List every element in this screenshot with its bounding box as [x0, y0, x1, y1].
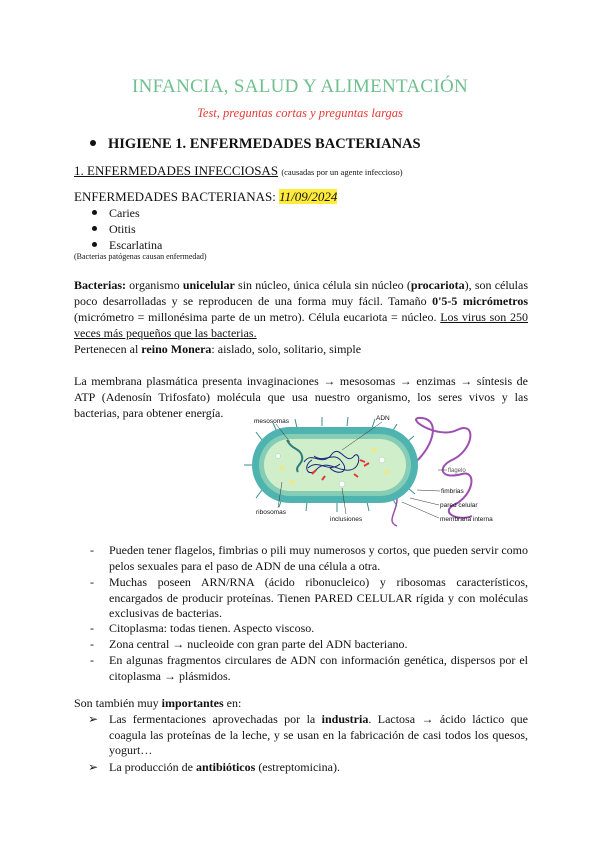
bullet-icon — [92, 226, 97, 231]
section-heading: HIGIENE 1. ENFERMEDADES BACTERIANAS — [90, 136, 421, 153]
arrow-bullet-icon: ➢ — [88, 712, 99, 726]
label-adn: ADN — [376, 415, 390, 422]
dash-marker: - — [90, 621, 94, 635]
dash-marker: - — [90, 653, 94, 667]
list-item: Otitis — [92, 222, 136, 237]
list-item: Muchas poseen ARN/RNA (ácido ribonucleico) y ribosomas característicos, encargados de producir proteínas. Tienen PARED CELULAR rígida y con moléculas exclusivas de bacterias. — [109, 575, 528, 620]
bullet-icon — [92, 210, 97, 215]
list-item: La producción de antibióticos (estreptomicina). — [109, 760, 340, 774]
dash-marker: - — [90, 543, 94, 557]
list-item: En algunas fragmentos circulares de ADN con información genética, dispersos por el citoplasma → plásmidos. — [109, 653, 528, 683]
bullet-icon — [90, 140, 96, 146]
subsection-heading: 1. ENFERMEDADES INFECCIOSAS (causadas por un agente infeccioso) — [74, 163, 403, 178]
list-item: Zona central → nucleoide con gran parte del ADN bacteriano. — [109, 637, 408, 651]
dash-marker: - — [90, 575, 94, 589]
label-flagelo: flagelo — [448, 468, 466, 474]
label-fimbrias: fimbrias — [441, 488, 464, 495]
definition-paragraph: Bacterias: organismo unicelular sin núcleo, única célula sin núcleo (procariota), son células poco desarrolladas y se reproducen de una forma muy fácil. Tamaño 0'5-5 micrómetros (micrómetro = millonésima parte de un metro). Célula eucariota = núcleo. Los virus son 250 veces más pequeños que las bacterias. — [74, 278, 529, 340]
cytoplasm — [264, 439, 406, 491]
footnote: (Bacterias patógenas causan enfermedad) — [74, 252, 207, 261]
bullet-icon — [92, 242, 97, 247]
list-item: Pueden tener flagelos, fimbrias o pili muy numerosos y cortos, que pueden servir como pelos sexuales para el paso de ADN de una célula a otra. — [109, 543, 528, 573]
bacterial-diseases-heading: ENFERMEDADES BACTERIANAS: 11/09/2024 — [74, 189, 338, 204]
label-pared: pared celular — [440, 502, 478, 509]
label-mesosomas: mesosomas — [254, 418, 290, 425]
importance-line: Son también muy importantes en: — [74, 696, 242, 710]
date-highlight: 11/09/2024 — [279, 189, 338, 204]
label-inclusiones: inclusiones — [330, 516, 363, 523]
arrow-bullet-icon: ➢ — [88, 760, 99, 774]
label-membrana: membrana interna — [440, 516, 493, 523]
page-title: INFANCIA, SALUD Y ALIMENTACIÓN — [131, 76, 469, 97]
list-item: Caries — [92, 206, 140, 221]
kingdom-line: Pertenecen al reino Monera: aislado, solo, solitario, simple — [74, 342, 362, 356]
list-item: Citoplasma: todas tienen. Aspecto viscoso. — [109, 621, 315, 635]
list-item: Las fermentaciones aprovechadas por la industria. Lactosa → ácido láctico que coagula las proteínas de la leche, y se usan en la fabricación de casi todos los quesos, yogurt… — [109, 712, 528, 757]
membrane-paragraph: La membrana plasmática presenta invaginaciones → mesosomas → enzimas → síntesis de ATP (Adenosín Trifosfato) molécula que usa nuestro organismo, los seres vivos y las bacterias, para obtener energía. — [74, 374, 528, 420]
label-ribosomas: ribosomas — [256, 509, 286, 516]
bacteria-diagram — [242, 410, 493, 528]
dash-marker: - — [90, 637, 94, 651]
list-item: Escarlatina — [92, 238, 162, 253]
page-subtitle: Test, preguntas cortas y preguntas largas — [197, 106, 403, 120]
